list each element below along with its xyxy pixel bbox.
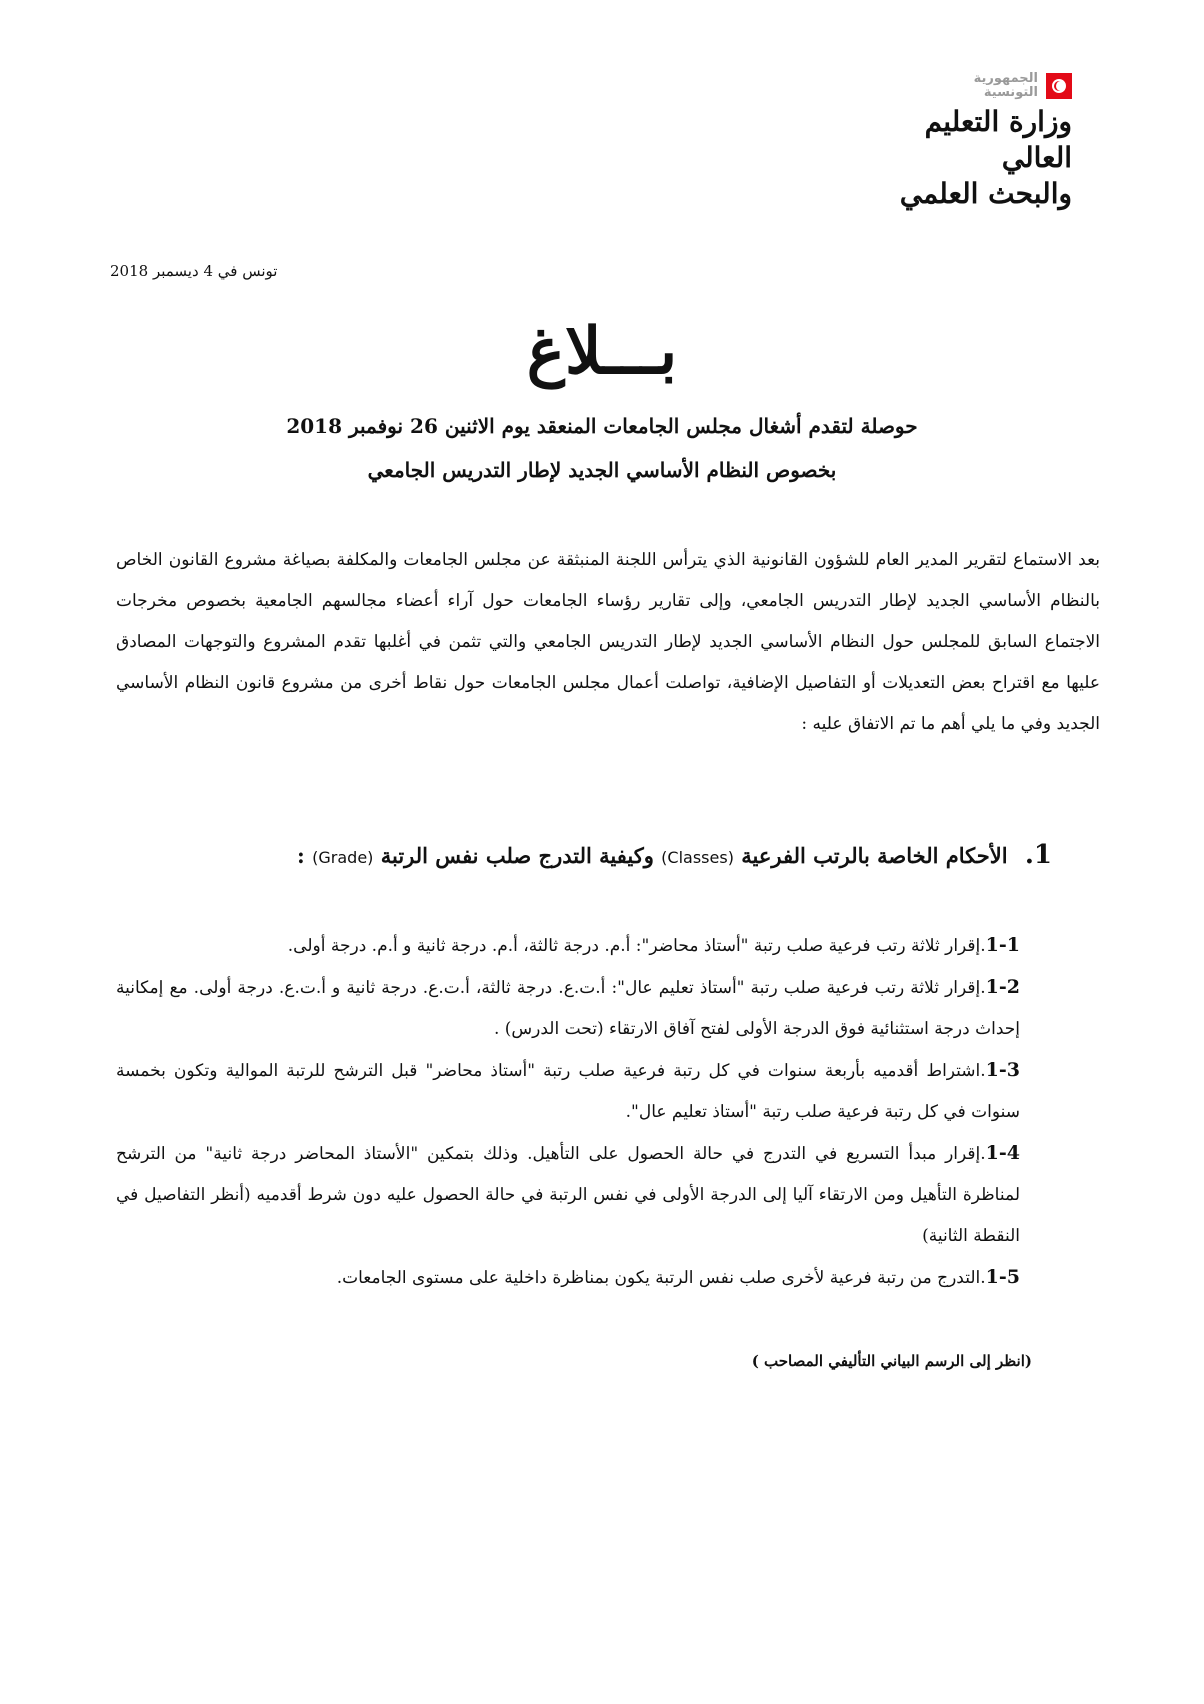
item-text: .إقرار مبدأ التسريع في التدرج في حالة الحصول على التأهيل. وذلك بتمكين "الأستاذ المحاضر درجة ثانية" من الترشح لمناظرة التأهيل ومن الارتقاء آليا إلى الدرجة الأولى في نفس الرتبة في حالة الحصول عليه دون شرط أقدميه (أنظر التفاصيل في النقطة الثانية) [116, 1144, 1020, 1246]
subtitle-line-2: بخصوص النظام الأساسي الجديد لإطار التدريس الجامعي [367, 458, 837, 482]
ministry-line-1: وزارة التعليم العالي [924, 105, 1072, 174]
list-item [116, 925, 1020, 967]
section-text-part-1: الأحكام الخاصة بالرتب الفرعية [741, 843, 1008, 868]
list-item [116, 1257, 1020, 1299]
item-text: .إقرار ثلاثة رتب فرعية صلب رتبة "أستاذ تعليم عال": أ.ت.ع. درجة ثالثة، أ.ت.ع. درجة ثانية و أ.ت.ع. درجة أولى. مع إمكانية إحداث درجة استثنائية فوق الدرجة الأولى لفتح آفاق الارتقاء (تحت الدرس) . [116, 978, 1020, 1039]
list-item [116, 1050, 1020, 1133]
republic-line-2: التونسية [983, 85, 1038, 100]
republic-line-1: الجمهورية [973, 71, 1038, 86]
tunisia-flag-icon [1046, 73, 1072, 99]
item-number: 1-5 [985, 1266, 1020, 1288]
intro-paragraph: بعد الاستماع لتقرير المدير العام للشؤون القانونية الذي يترأس اللجنة المنبثقة عن مجلس الجامعات والمكلفة بصياغة مشروع القانون الخاص بالنظام الأساسي الجديد لإطار التدريس الجامعي، وإلى تقارير رؤساء الجامعات حول آراء أعضاء مجالسهم الجامعية بخصوص مخرجات الاجتماع السابق للمجلس حول النظام الأساسي الجديد لإطار التدريس الجامعي والتي تثمن في أغلبها تقدم المشروع والتوجهات المصادق عليها مع اقتراح بعض التعديلات أو التفاصيل الإضافية، تواصلت أعمال مجلس الجامعات حول نقاط أخرى من مشروع قانون النظام الأساسي الجديد وفي ما يلي أهم ما تم الاتفاق عليه : [116, 550, 1101, 734]
item-text: .اشتراط أقدميه بأربعة سنوات في كل رتبة فرعية صلب رتبة "أستاذ محاضر" قبل الترشح للرتبة الموالية وتكون بخمسة سنوات في كل رتبة فرعية صلب رتبة "أستاذ تعليم عال". [116, 1061, 1020, 1122]
document-title: بـــلاغ [526, 314, 678, 389]
ministry-line-2: والبحث العلمي [899, 177, 1072, 210]
republic-row [872, 72, 1072, 100]
item-text: .إقرار ثلاثة رتب فرعية صلب رتبة "أستاذ محاضر": أ.م. درجة ثالثة، أ.م. درجة ثانية و أ.م. درجة أولى. [287, 936, 986, 956]
list-item [116, 1133, 1020, 1257]
item-number: 1-2 [985, 976, 1020, 998]
list-item [116, 967, 1020, 1050]
section-latin-grade: (Grade) [312, 848, 374, 867]
ministry-header [872, 72, 1072, 212]
section-suffix: : [297, 843, 305, 868]
section-text-part-2: وكيفية التدرج صلب نفس الرتبة [380, 843, 654, 868]
section-heading [297, 840, 1052, 870]
items-list [116, 925, 1020, 1299]
item-text: .التدرج من رتبة فرعية لأخرى صلب نفس الرتبة يكون بمناظرة داخلية على مستوى الجامعات. [336, 1268, 986, 1288]
section-number: 1. [1024, 840, 1052, 870]
chart-reference-note: (انظر إلى الرسم البياني التأليفي المصاحب ) [751, 1352, 1032, 1370]
ministry-name [872, 104, 1072, 212]
section-latin-classes: (Classes) [661, 848, 734, 867]
item-number: 1-3 [985, 1059, 1020, 1081]
republic-label [974, 72, 1038, 100]
subtitle-line-1: حوصلة لتقدم أشغال مجلس الجامعات المنعقد يوم الاثنين 26 نوفمبر 2018 [286, 414, 918, 438]
item-number: 1-1 [985, 934, 1020, 956]
document-date: تونس في 4 ديسمبر 2018 [110, 262, 278, 280]
item-number: 1-4 [985, 1142, 1020, 1164]
